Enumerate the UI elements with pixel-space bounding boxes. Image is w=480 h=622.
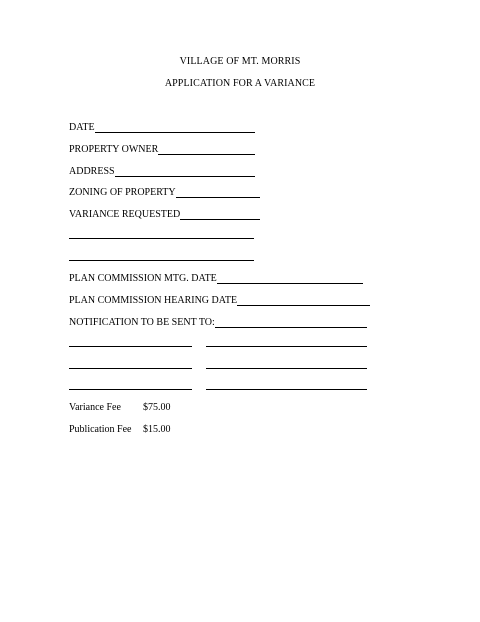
notification-blank[interactable] <box>215 318 367 328</box>
variance-continuation-line-1[interactable] <box>69 237 254 239</box>
variance-requested-blank[interactable] <box>180 210 260 220</box>
notification-line-right-3[interactable] <box>206 388 367 390</box>
date-label: DATE <box>69 122 95 133</box>
variance-fee-label: Variance Fee <box>69 402 121 413</box>
notification-line-right-2[interactable] <box>206 367 367 369</box>
address-blank[interactable] <box>115 167 255 177</box>
notification-line-left-1[interactable] <box>69 345 192 347</box>
notification-line-left-3[interactable] <box>69 388 192 390</box>
plan-commission-mtg-date-blank[interactable] <box>217 274 363 284</box>
variance-continuation-line-2[interactable] <box>69 259 254 261</box>
date-blank[interactable] <box>95 123 255 133</box>
date-field[interactable] <box>69 120 255 133</box>
publication-fee-label: Publication Fee <box>69 424 132 435</box>
notification-field[interactable] <box>69 315 367 328</box>
publication-fee-amount: $15.00 <box>143 424 171 435</box>
form-title: APPLICATION FOR A VARIANCE <box>164 78 316 89</box>
variance-requested-field[interactable] <box>69 207 260 220</box>
plan-commission-mtg-date-label: PLAN COMMISSION MTG. DATE <box>69 273 217 284</box>
notification-line-right-1[interactable] <box>206 345 367 347</box>
property-owner-label: PROPERTY OWNER <box>69 144 159 155</box>
variance-requested-label: VARIANCE REQUESTED <box>69 209 181 220</box>
property-owner-blank[interactable] <box>158 145 255 155</box>
zoning-blank[interactable] <box>176 188 260 198</box>
plan-commission-hearing-date-blank[interactable] <box>237 296 370 306</box>
zoning-label: ZONING OF PROPERTY <box>69 187 176 198</box>
variance-fee-amount: $75.00 <box>143 402 171 413</box>
notification-label: NOTIFICATION TO BE SENT TO: <box>69 317 215 328</box>
zoning-field[interactable] <box>69 185 260 198</box>
plan-commission-mtg-date-field[interactable] <box>69 271 363 284</box>
notification-line-left-2[interactable] <box>69 367 192 369</box>
publication-fee-row <box>69 424 171 435</box>
property-owner-field[interactable] <box>69 142 255 155</box>
village-title: VILLAGE OF MT. MORRIS <box>179 56 301 67</box>
variance-fee-row <box>69 402 171 413</box>
plan-commission-hearing-date-field[interactable] <box>69 293 370 306</box>
address-label: ADDRESS <box>69 166 115 177</box>
plan-commission-hearing-date-label: PLAN COMMISSION HEARING DATE <box>69 295 238 306</box>
address-field[interactable] <box>69 164 255 177</box>
